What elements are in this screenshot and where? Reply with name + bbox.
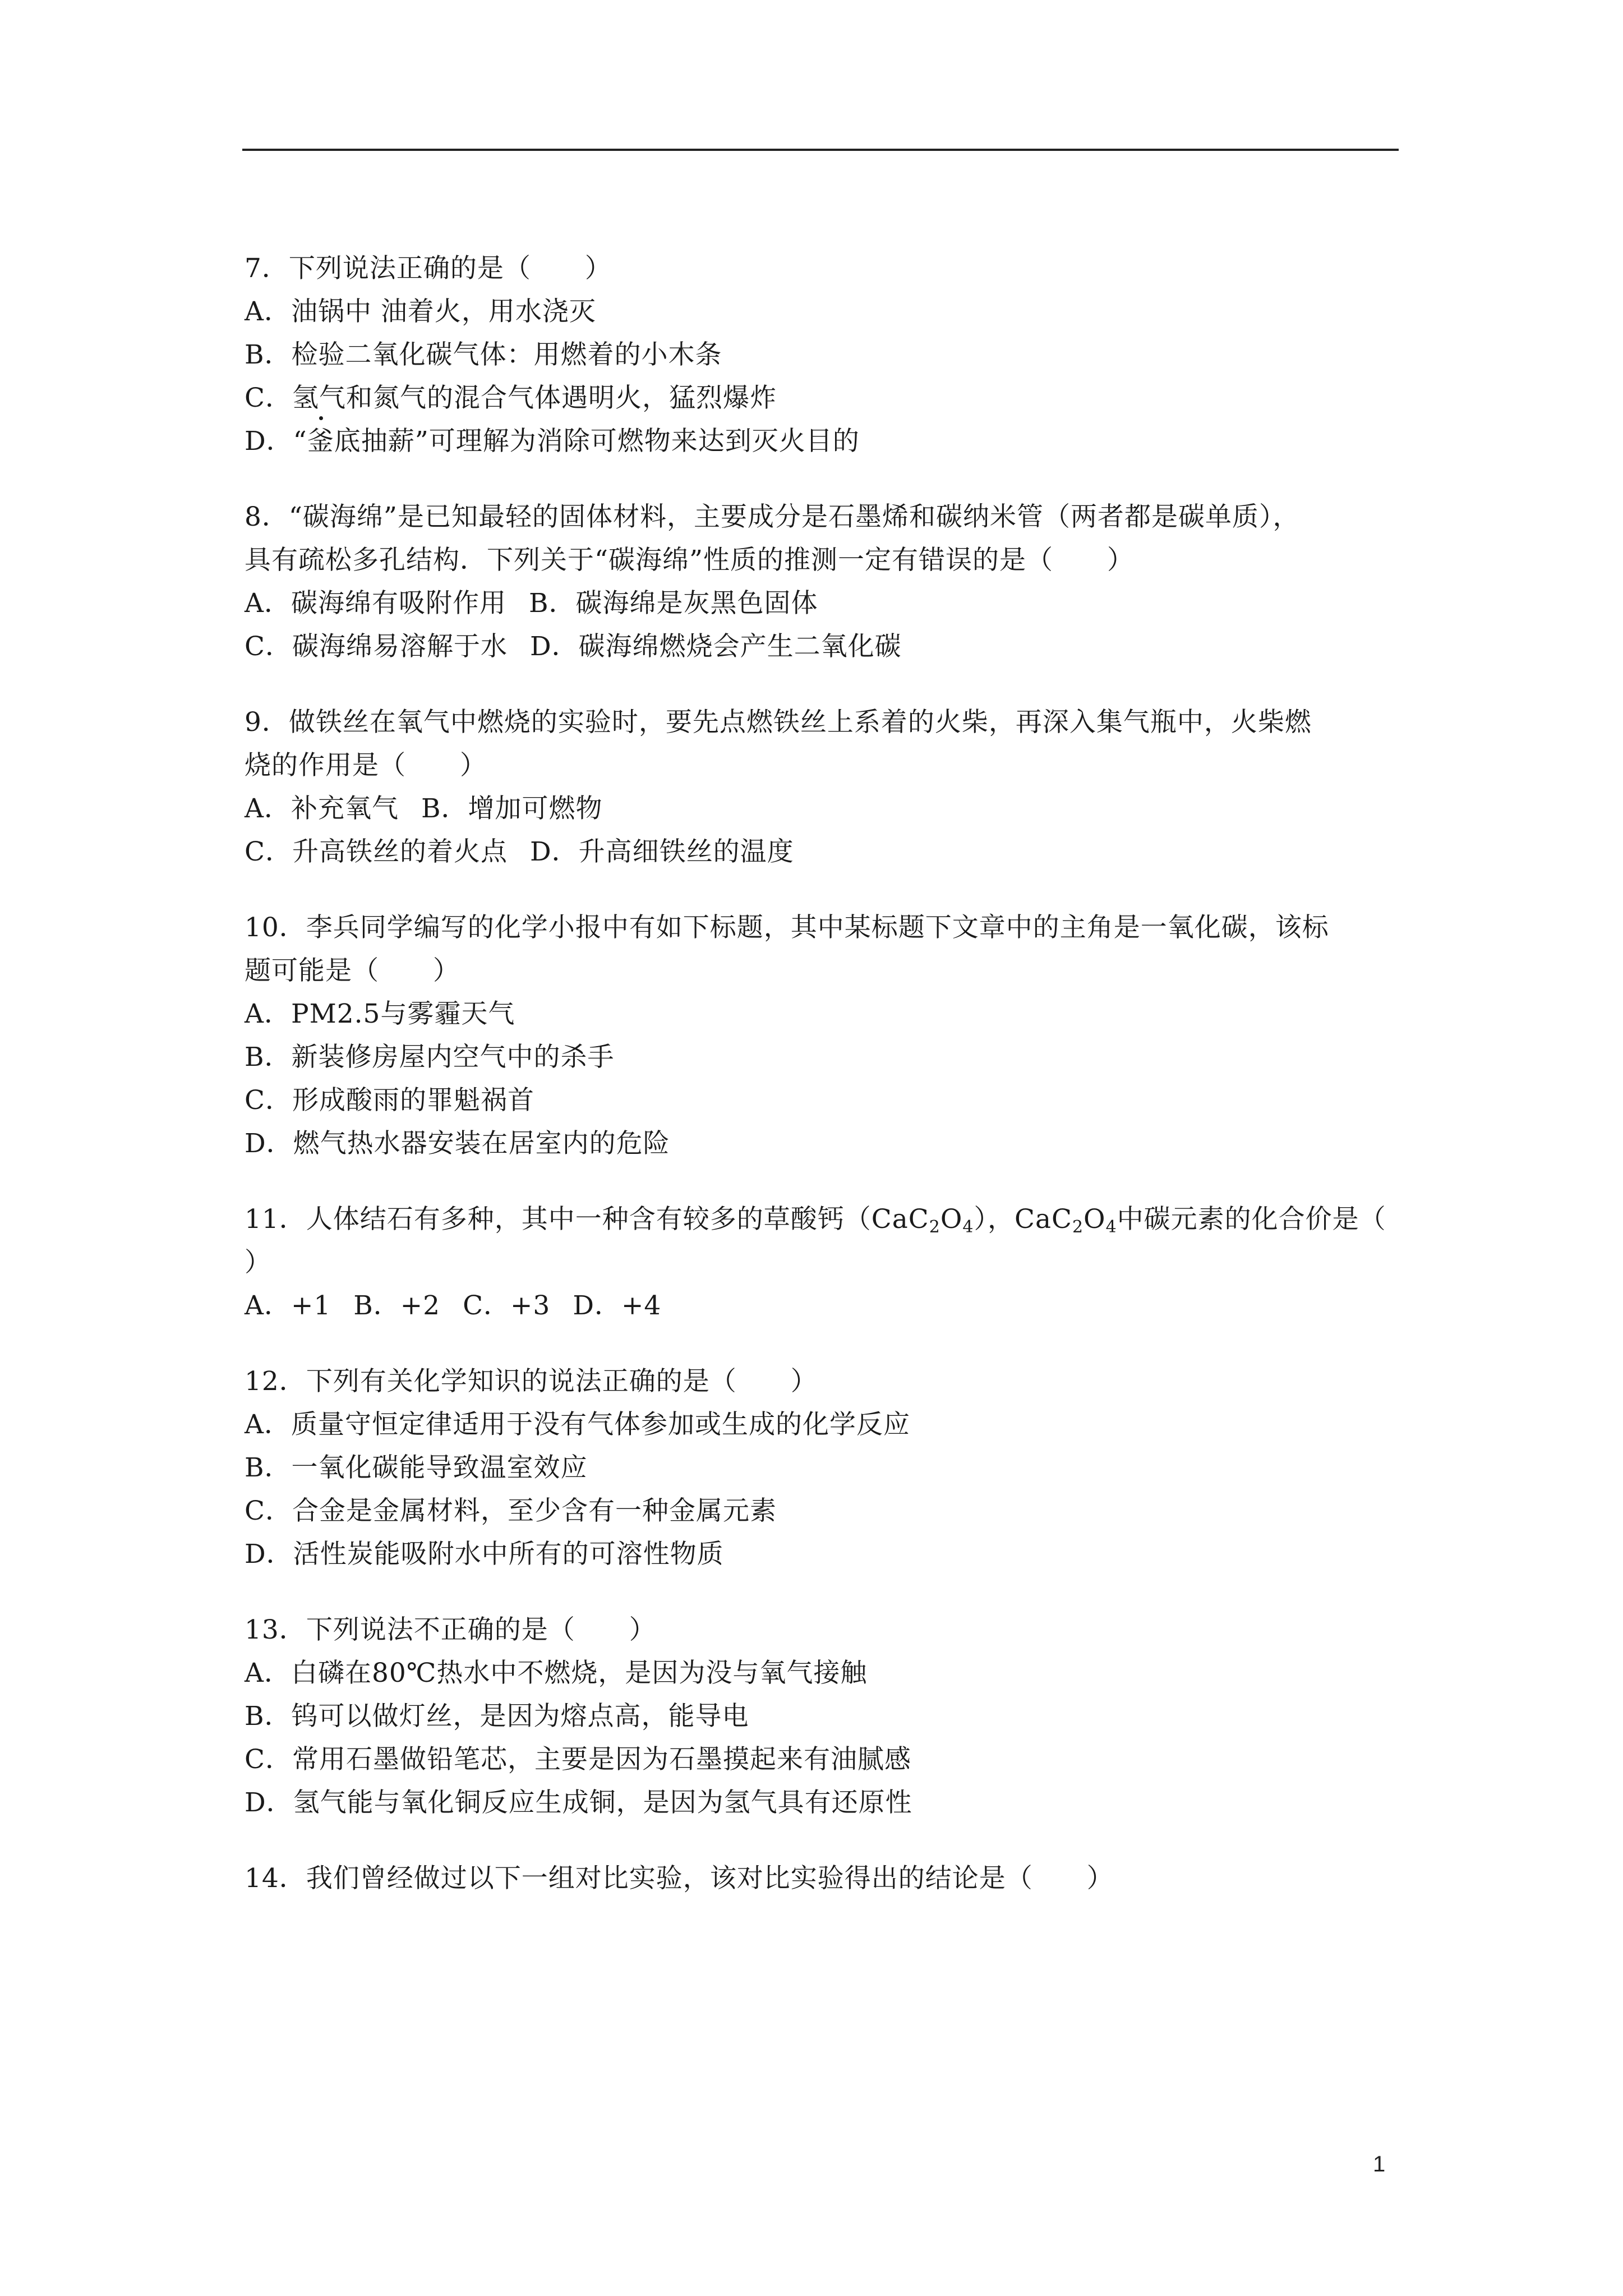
question-text: O [1083, 1204, 1106, 1235]
question-stem [245, 906, 1400, 949]
option-d: D．氢气能与氧化铜反应生成铜，是因为氢气具有还原性 [245, 1787, 912, 1818]
question-number: 13． [245, 1614, 306, 1645]
option-d-text: 底抽薪”可理解为消除可燃物来达到灭火目的 [334, 426, 860, 457]
question-number: 9． [245, 707, 289, 738]
question-12 [245, 1360, 1400, 1576]
question-text: 下列有关化学知识的说法正确的是（ ） [306, 1366, 818, 1397]
option-b: B．新装修房屋内空气中的杀手 [245, 1042, 615, 1073]
option-a: A．白磷在80℃热水中不燃烧，是因为没与氧气接触 [245, 1658, 868, 1688]
option-d: D．碳海绵燃烧会产生二氧化碳 [529, 631, 902, 662]
question-number: 11． [245, 1204, 306, 1235]
question-stem [245, 1608, 1400, 1651]
question-number: 12． [245, 1366, 306, 1397]
option-d: D．活性炭能吸附水中所有的可溶性物质 [245, 1539, 724, 1570]
question-text: 我们曾经做过以下一组对比实验，该对比实验得出的结论是（ ） [306, 1863, 1114, 1894]
option-c: C．+3 [463, 1290, 551, 1321]
option-b: B．+2 [353, 1290, 441, 1321]
question-number: 10． [245, 912, 306, 943]
question-text: 人体结石有多种，其中一种含有较多的草酸钙（CaC [306, 1204, 929, 1235]
question-14 [245, 1857, 1400, 1900]
option-a: A．质量守恒定律适用于没有气体参加或生成的化学反应 [245, 1409, 910, 1440]
question-text: “碳海绵”是已知最轻的固体材料，主要成分是石墨烯和碳纳米管（两者都是碳单质）， [288, 501, 1300, 532]
question-text-continued: ） [245, 1247, 271, 1278]
option-b: B．增加可燃物 [421, 793, 603, 824]
question-text-continued: 烧的作用是（ ） [245, 750, 487, 781]
question-text: ），CaC [974, 1204, 1072, 1235]
question-text: O [940, 1204, 963, 1235]
question-number: 14． [245, 1863, 306, 1894]
option-a: A．+1 [245, 1290, 331, 1321]
question-10 [245, 906, 1400, 1165]
question-8 [245, 495, 1400, 668]
question-stem [245, 495, 1400, 539]
option-a: A．油锅中 油着火，用水浇灭 [245, 296, 596, 327]
question-stem [245, 701, 1400, 744]
subscript: 2 [1072, 1217, 1084, 1237]
question-list [245, 247, 1400, 1900]
question-13 [245, 1608, 1400, 1824]
question-text-continued: 具有疏松多孔结构．下列关于“碳海绵”性质的推测一定有错误的是（ ） [245, 545, 1135, 576]
question-stem [245, 247, 1400, 290]
question-text: 中碳元素的化合价是（ [1117, 1204, 1386, 1235]
subscript: 2 [929, 1217, 940, 1237]
option-c: C．合金是金属材料，至少含有一种金属元素 [245, 1496, 777, 1526]
subscript: 4 [1105, 1217, 1117, 1237]
option-c: C．碳海绵易溶解于水 [245, 631, 508, 662]
question-7 [245, 247, 1400, 463]
emphasis-dot-character: 釜 [307, 420, 334, 463]
question-stem [245, 1857, 1400, 1900]
option-a: A．碳海绵有吸附作用 [245, 588, 506, 619]
option-c: C．氢气和氮气的混合气体遇明火，猛烈爆炸 [245, 383, 777, 413]
option-b: B．检验二氧化碳气体：用燃着的小木条 [245, 339, 722, 370]
subscript: 4 [962, 1217, 974, 1237]
question-stem [245, 1198, 1400, 1241]
question-text: 李兵同学编写的化学小报中有如下标题，其中某标题下文章中的主角是一氧化碳，该标 [306, 912, 1329, 943]
option-d: D．+4 [573, 1290, 662, 1321]
option-d-prefix: D．“ [245, 426, 307, 457]
question-text: 做铁丝在氧气中燃烧的实验时，要先点燃铁丝上系着的火柴，再深入集气瓶中，火柴燃 [288, 707, 1312, 738]
page-number: 1 [1373, 2152, 1386, 2177]
question-11 [245, 1198, 1400, 1327]
question-9 [245, 701, 1400, 873]
question-text: 下列说法正确的是（ ） [288, 253, 612, 284]
option-c: C．升高铁丝的着火点 [245, 836, 508, 867]
option-c: C．常用石墨做铅笔芯，主要是因为石墨摸起来有油腻感 [245, 1744, 911, 1775]
question-number: 7． [245, 253, 289, 284]
option-c: C．形成酸雨的罪魁祸首 [245, 1085, 534, 1116]
question-stem [245, 1360, 1400, 1403]
option-b: B．碳海绵是灰黑色固体 [528, 588, 818, 619]
option-b: B．一氧化碳能导致温室效应 [245, 1452, 588, 1483]
question-text-continued: 题可能是（ ） [245, 955, 460, 986]
option-b: B．钨可以做灯丝，是因为熔点高，能导电 [245, 1701, 749, 1732]
options-row [245, 625, 1400, 668]
option-d: D．升高细铁丝的温度 [529, 836, 794, 867]
question-number: 8． [245, 501, 289, 532]
options-row [245, 582, 1400, 625]
option-d: D．燃气热水器安装在居室内的危险 [245, 1128, 670, 1159]
options-row [245, 830, 1400, 873]
option-d [245, 420, 1400, 463]
options-row [245, 1284, 1400, 1327]
option-a: A．PM2.5与雾霾天气 [245, 999, 515, 1029]
header-rule [242, 149, 1399, 151]
question-text: 下列说法不正确的是（ ） [306, 1614, 656, 1645]
option-a: A．补充氧气 [245, 793, 399, 824]
options-row [245, 787, 1400, 830]
